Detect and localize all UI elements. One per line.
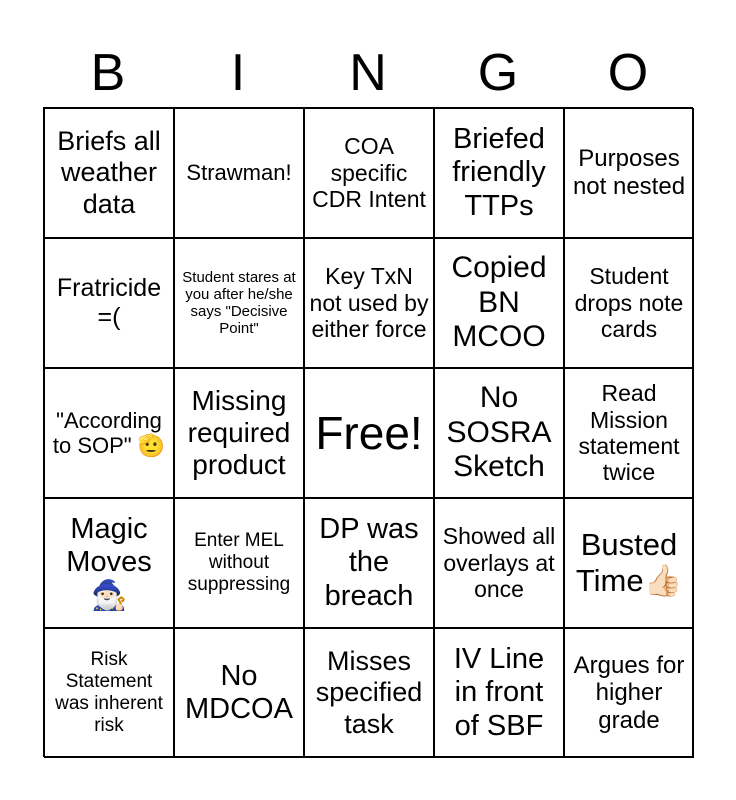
cell-text: Missing required product: [187, 384, 291, 481]
cell-text: Briefed friendly TTPs: [452, 122, 546, 222]
cell-text: No SOSRA Sketch: [446, 381, 552, 484]
bingo-cell[interactable]: [564, 368, 694, 498]
cell-text: Student drops note cards: [574, 263, 684, 343]
bingo-cell[interactable]: [174, 108, 304, 238]
bingo-cell[interactable]: [174, 628, 304, 758]
cell-text: Fratricide =(: [56, 274, 162, 331]
cell-text: Misses specified task: [315, 646, 423, 739]
bingo-cell[interactable]: [564, 238, 694, 368]
bingo-cell[interactable]: [44, 628, 174, 758]
bingo-cell[interactable]: [564, 628, 694, 758]
cell-text: Enter MEL without suppressing: [187, 530, 291, 595]
bingo-cell[interactable]: [44, 108, 174, 238]
cell-text: No MDCOA: [185, 659, 293, 725]
header-letter-g: G: [477, 44, 519, 102]
bingo-board: [43, 107, 693, 757]
bingo-cell[interactable]: [434, 108, 564, 238]
bingo-cell[interactable]: [304, 628, 434, 758]
bingo-cell[interactable]: [304, 498, 434, 628]
cell-text: Showed all overlays at once: [442, 523, 556, 603]
cell-text: Purposes not nested: [572, 145, 686, 200]
cell-text: Argues for higher grade: [573, 651, 685, 734]
cell-text: Magic Moves 🧙🏻‍♂️: [66, 512, 152, 612]
bingo-cell[interactable]: [434, 628, 564, 758]
bingo-cell[interactable]: [44, 498, 174, 628]
header-letter-i: I: [230, 44, 246, 102]
header-letter-b: B: [90, 44, 126, 102]
free-space[interactable]: [304, 368, 434, 498]
cell-text: COA specific CDR Intent: [312, 133, 426, 213]
bingo-cell[interactable]: [174, 498, 304, 628]
bingo-cell[interactable]: [304, 108, 434, 238]
bingo-cell[interactable]: [434, 498, 564, 628]
cell-text: Copied BN MCOO: [451, 251, 547, 354]
bingo-cell[interactable]: [434, 238, 564, 368]
cell-text: Risk Statement was inherent risk: [55, 649, 163, 736]
bingo-cell[interactable]: [564, 498, 694, 628]
cell-text: Key TxN not used by either force: [309, 263, 429, 343]
bingo-cell[interactable]: [304, 238, 434, 368]
cell-text: Read Mission statement twice: [578, 380, 680, 486]
cell-text: "According to SOP" 🫡: [52, 407, 166, 458]
header-letter-n: N: [349, 44, 387, 102]
bingo-cell[interactable]: [44, 368, 174, 498]
bingo-cell[interactable]: [434, 368, 564, 498]
bingo-header: [43, 40, 693, 106]
bingo-cell[interactable]: [564, 108, 694, 238]
cell-text: Briefs all weather data: [57, 126, 161, 219]
cell-text: Free!: [315, 406, 423, 459]
bingo-cell[interactable]: [174, 238, 304, 368]
cell-text: Busted Time👍🏻: [575, 527, 683, 598]
cell-text: Strawman!: [186, 160, 292, 186]
bingo-cell[interactable]: [44, 238, 174, 368]
cell-text: Student stares at you after he/she says "Decisive Point": [182, 268, 296, 338]
header-letter-o: O: [607, 44, 649, 102]
cell-text: IV Line in front of SBF: [453, 642, 545, 742]
bingo-cell[interactable]: [174, 368, 304, 498]
cell-text: DP was the breach: [319, 512, 419, 612]
